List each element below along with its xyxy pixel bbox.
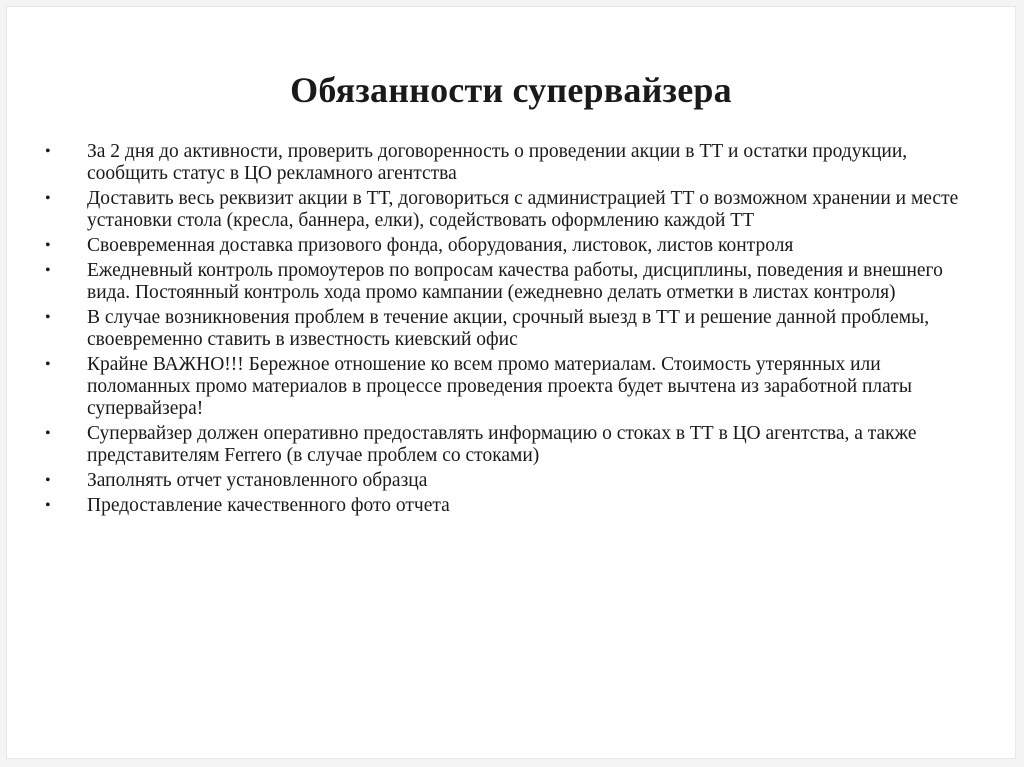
list-item xyxy=(43,235,963,257)
list-item-text: В случае возникновения проблем в течение акции, срочный выезд в ТТ и решение данной проблемы, своевременно ставить в известность киевский офис xyxy=(87,307,930,350)
bullet-icon: • xyxy=(45,425,51,442)
bullet-icon: • xyxy=(45,190,51,207)
list-item-text: Заполнять отчет установленного образца xyxy=(87,470,428,491)
list-item-text: Своевременная доставка призового фонда, оборудования, листовок, листов контроля xyxy=(87,235,794,256)
slide xyxy=(6,6,1016,759)
slide-title: Обязанности супервайзера xyxy=(290,70,732,110)
bullet-icon: • xyxy=(45,309,51,326)
bullet-icon: • xyxy=(45,143,51,160)
list-item xyxy=(43,188,963,232)
list-item-text: Крайне ВАЖНО!!! Бережное отношение ко всем промо материалам. Стоимость утерянных или поломанных промо материалов в процессе проведения проекта будет вычтена из заработной платы супервайзера! xyxy=(87,354,912,419)
bullet-icon: • xyxy=(45,237,51,254)
list-item xyxy=(43,495,963,517)
bullet-icon: • xyxy=(45,262,51,279)
bullet-icon: • xyxy=(45,356,51,373)
list-item xyxy=(43,470,963,492)
list-item xyxy=(43,354,963,420)
list-item xyxy=(43,260,963,304)
list-item-text: Доставить весь реквизит акции в ТТ, договориться с администрацией ТТ о возможном хранении и месте установки стола (кресла, баннера, елки), содействовать оформлению каждой ТТ xyxy=(87,188,959,231)
list-item xyxy=(43,141,963,185)
bullet-list xyxy=(43,141,963,520)
list-item-text: За 2 дня до активности, проверить договоренность о проведении акции в ТТ и остатки продукции, сообщить статус в ЦО рекламного агентства xyxy=(87,141,908,184)
bullet-icon: • xyxy=(45,497,51,514)
list-item xyxy=(43,307,963,351)
list-item-text: Предоставление качественного фото отчета xyxy=(87,495,450,516)
bullet-icon: • xyxy=(45,472,51,489)
list-item xyxy=(43,423,963,467)
list-item-text: Ежедневный контроль промоутеров по вопросам качества работы, дисциплины, поведения и внешнего вида. Постоянный контроль хода промо кампании (ежедневно делать отметки в листах контроля) xyxy=(87,260,943,303)
list-item-text: Супервайзер должен оперативно предоставлять информацию о стоках в ТТ в ЦО агентства, а также представителям Ferrero (в случае проблем со стоками) xyxy=(87,423,917,466)
